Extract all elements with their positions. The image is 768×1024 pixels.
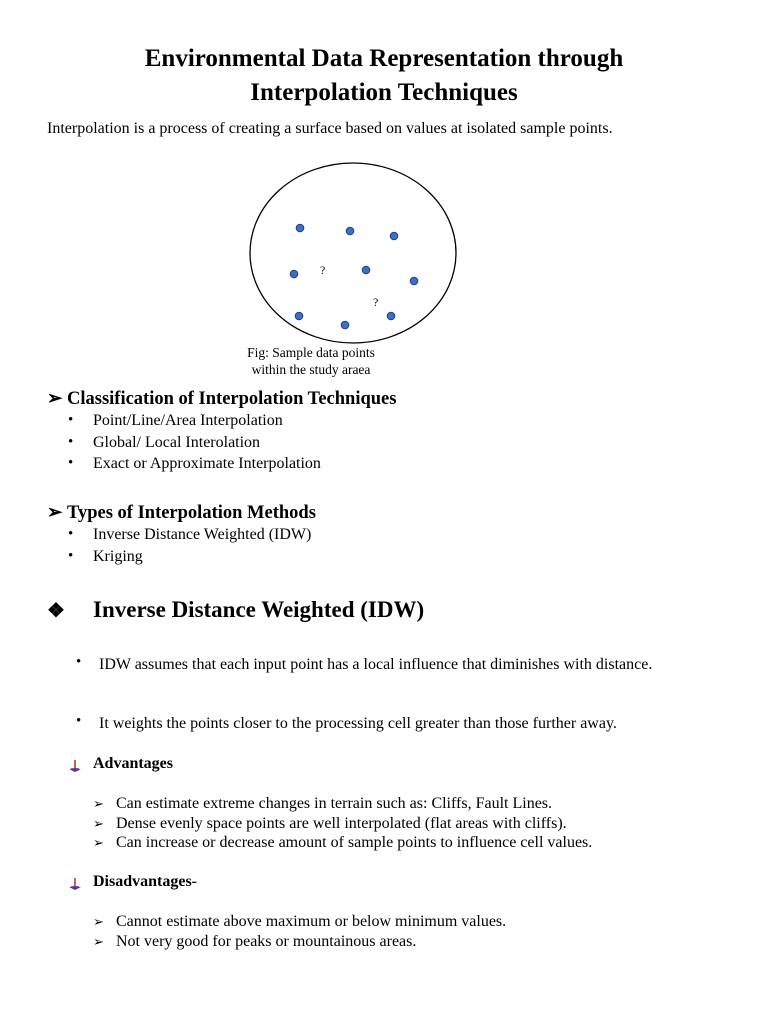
arrow-bullet-icon: ➢ (93, 933, 104, 949)
classification-list (0, 410, 321, 475)
caption-line-1: Fig: Sample data points (247, 345, 375, 360)
idw-heading (47, 597, 424, 623)
intro-paragraph: Interpolation is a process of creating a surface based on values at isolated sample points. (47, 120, 613, 137)
list-item-text: Dense evenly space points are well interpolated (flat areas with cliffs). (116, 814, 567, 832)
list-item-text: Can increase or decrease amount of sample points to influence cell values. (116, 834, 593, 851)
bullet-icon: • (68, 455, 74, 471)
list-item-text: Not very good for peaks or mountainous areas. (116, 932, 417, 950)
list-item-text: Kriging (93, 547, 143, 565)
diamond-bullet-icon: ❖ (47, 600, 65, 622)
bullet-icon: • (76, 654, 82, 670)
study-area-ellipse (250, 163, 456, 343)
caption-line-2: within the study araea (251, 362, 371, 377)
sample-point (295, 312, 303, 320)
list-item (93, 814, 592, 834)
page-title (0, 42, 768, 110)
types-heading (47, 502, 316, 524)
list-item-text: Inverse Distance Weighted (IDW) (93, 526, 312, 543)
types-heading-text: Types of Interpolation Methods (67, 503, 316, 523)
figure-caption (226, 344, 396, 378)
arrow-bullet-icon: ➢ (93, 815, 104, 831)
sample-point (296, 224, 304, 232)
list-item (0, 453, 321, 475)
list-item (93, 794, 592, 814)
arrow-bullet-icon: ➢ (47, 503, 63, 523)
classification-heading (47, 388, 396, 410)
sample-point (290, 270, 298, 278)
list-item (0, 410, 321, 432)
bullet-icon: • (68, 412, 74, 428)
list-item-text: Can estimate extreme changes in terrain such as: Cliffs, Fault Lines. (116, 795, 553, 812)
arrow-bullet-icon: ➢ (93, 835, 104, 850)
bullet-icon: • (68, 526, 74, 542)
list-item (0, 524, 311, 546)
list-item (0, 546, 311, 568)
list-item (0, 432, 321, 454)
list-item-text: Point/Line/Area Interpolation (93, 412, 283, 429)
bullet-icon: • (68, 547, 74, 564)
sample-point (387, 312, 395, 320)
bullet-icon: • (76, 713, 82, 729)
list-item (93, 833, 592, 853)
arrow-bullet-icon: ➢ (47, 389, 63, 409)
sample-point (346, 227, 354, 235)
classification-heading-text: Classification of Interpolation Techniques (67, 389, 397, 409)
list-item-text: Cannot estimate above maximum or below minimum values. (116, 913, 507, 930)
sample-point (362, 266, 370, 274)
idw-heading-text: Inverse Distance Weighted (IDW) (93, 597, 425, 622)
idw-paragraph-2: It weights the points closer to the processing cell greater than those further away. (99, 715, 617, 732)
list-item (93, 932, 506, 952)
list-item (93, 912, 506, 932)
sample-point (390, 232, 398, 240)
disadvantages-heading: Disadvantages- (93, 873, 198, 890)
disadvantages-list (93, 912, 506, 951)
title-line-2: Interpolation Techniques (250, 79, 518, 106)
unknown-mark: ? (373, 295, 379, 309)
pin-icon (68, 759, 82, 773)
arrow-bullet-icon: ➢ (93, 914, 104, 929)
advantages-heading: Advantages (93, 755, 174, 772)
advantages-list (93, 794, 592, 853)
arrow-bullet-icon: ➢ (93, 796, 104, 811)
sample-points-figure (246, 158, 462, 348)
idw-paragraph-1: IDW assumes that each input point has a local influence that diminishes with distance. (99, 656, 653, 673)
list-item-text: Global/ Local Interolation (93, 433, 261, 451)
title-line-1: Environmental Data Representation through (144, 45, 624, 72)
sample-point (341, 321, 349, 329)
sample-points (290, 224, 418, 329)
sample-point (410, 277, 418, 285)
bullet-icon: • (68, 433, 74, 450)
unknown-mark: ? (320, 263, 326, 277)
types-list (0, 524, 311, 567)
list-item-text: Exact or Approximate Interpolation (93, 455, 321, 472)
pin-icon (68, 877, 82, 891)
